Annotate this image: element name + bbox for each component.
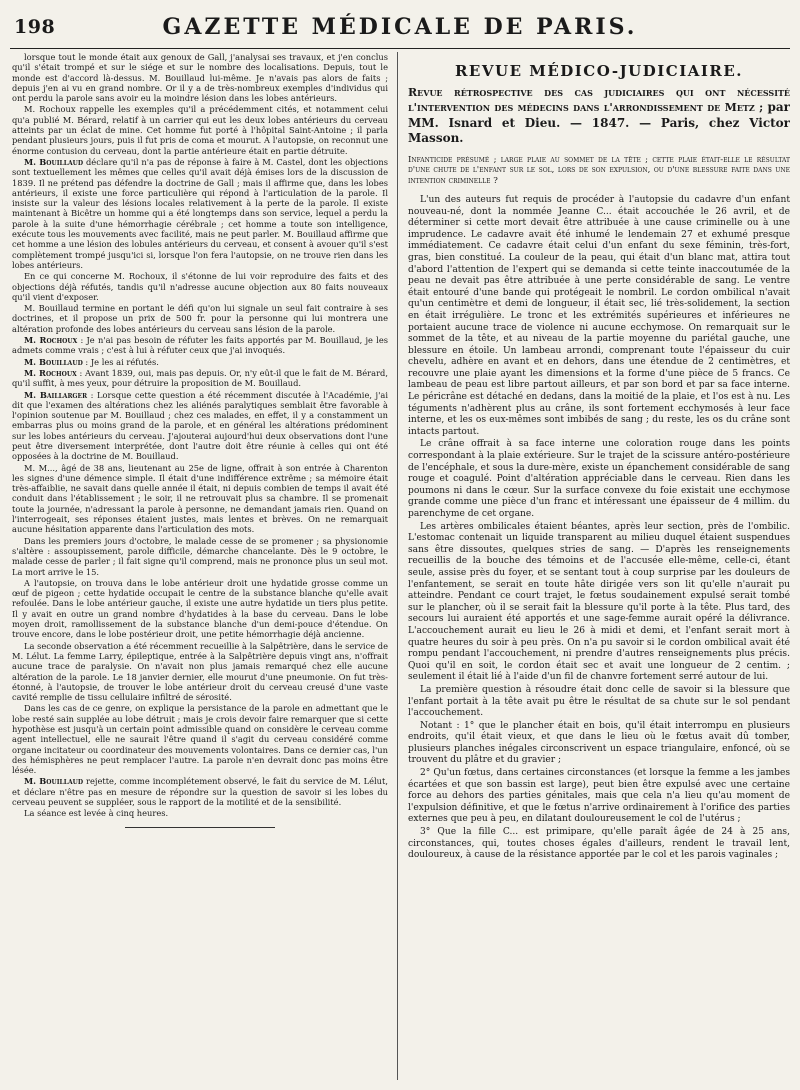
paragraph: Dans les premiers jours d'octobre, le malade cesse de se promener ; sa physionomie s'altère : assoupissement, parole difficile, démarche chancelante. Dès le 9 octobre, le malade cesse de parler ; il fait signe qu'il comprend, mais ne prononce plus un seul mot. La mort arrive le 15. bbox=[12, 535, 388, 577]
paragraph: 2° Qu'un fœtus, dans certaines circonstances (et lorsque la femme a les jambes écartées et que son bassin est large), peut bien être expulsé avec une certaine force au dehors des parties génitales, mais que cela n'a lieu qu'au moment de l'expulsion définitive, et que le fœtus n'arrive ordinairement à l'orifice des parties externes que peu à peu, en dilatant douloureusement le col de l'utérus ; bbox=[408, 768, 790, 825]
case-heading: Infanticide présumé ; large plaie au sommet de la tête ; cette plaie était-elle le résultat d'une chute de l'enfant sur le sol, lors de son expulsion, ou d'une blessure faite dans une intention criminelle ? bbox=[408, 154, 790, 187]
paragraph-text: déclare qu'il n'a pas de réponse à faire à M. Castel, dont les objections sont textuellement les mêmes que celles qu'il avait déjà émises lors de la discussion de 1839. Il ne prétend pas défendre la doctrine de Gall ; mais il affirme que, dans les lobes antérieurs, il existe une force particulière qui répond à l'articulation de la parole. Il insiste sur la valeur des lésions locales relativement à la perte de la parole. Il existe maintenant à Bicêtre un homme qui a été longtemps dans son service, lequel a perdu la parole à la suite d'une hémorrhagie cérébrale ; cet homme a toute son intelligence, exécute tous les mouvements avec facilité, mais ne peut parler. M. Bouillaud affirme que cet homme a une lésion des lobules antérieurs du cerveau, et consent à avouer qu'il s'est complètement trompé jusqu'ici si, lorsque l'on fera l'autopsie, on ne trouve rien dans les lobes antérieurs. bbox=[12, 156, 388, 270]
section-title: REVUE MÉDICO-JUDICIAIRE. bbox=[454, 62, 744, 80]
paragraph: Notant : 1° que le plancher était en bois, qu'il était interrompu en plusieurs endroits, qu'il était vieux, et que dans le lieu où le fœtus avait dû tomber, plusieurs planches inégales circonscrivent un espace triangulaire, enfoncé, où se trouvent du plâtre et du gravier ; bbox=[408, 720, 790, 766]
session-end: La séance est levée à cinq heures. bbox=[24, 808, 169, 819]
paragraph-text: : Je n'ai pas besoin de réfuter les faits apportés par M. Bouillaud, je les admets comme vrais ; c'est à lui à réfuter ceux que j'ai invoqués. bbox=[12, 335, 388, 356]
paragraph: M. Bouillaud termine en portant le défi qu'on lui signale un seul fait contraire à ses doctrines, et il propose un prix de 500 fr. pour la personne qui lui montrera une altération profonde des lobes antérieurs du cerveau sans lésion de la parole. bbox=[12, 303, 388, 334]
paragraph-text: : Lorsque cette question a été récemment discutée à l'Académie, j'ai dit que l'examen des altérations chez les aliénés paralytiques semblait être favorable à l'opinion soutenue par M. Bouillaud ; chez ces malades, en effet, il y a constamment un embarras plus ou moins grand de la parole, et en général les altérations prédominent sur les lobes antérieurs du cerveau. J'ajouterai aujourd'hui deux observations dont l'une peut être diversement interprétée, dont l'autre doit être réunie à celles qui ont été opposées à la doctrine de M. Bouillaud. bbox=[12, 389, 388, 462]
paragraph: lorsque tout le monde était aux genoux de Gall, j'analysai ses travaux, et j'en conclus qu'il s'était trompé et sur le siége et sur le nombre des localisations. Depuis, tout le monde est d'accord là-dessus. M. Bouillaud lui-même. Je n'avais pas alors de faits ; depuis j'en ai vu en grand nombre. Or il y a de très-nombreux exemples d'individus qui ont perdu la parole sans avoir eu la moindre lésion dans les lobes antérieurs. bbox=[12, 52, 388, 104]
journal-title: GAZETTE MÉDICALE DE PARIS. bbox=[162, 14, 638, 40]
paragraph: 3° Que la fille C... est primipare, qu'elle paraît âgée de 24 à 25 ans, circonstances, qui, toutes choses égales d'ailleurs, rendent le travail lent, douloureux, à cause de la résistance apportée par le col et les parois vaginales ; bbox=[408, 827, 790, 861]
paragraph: La première question à résoudre était donc celle de savoir si la blessure que l'enfant portait à la tête avait pu être le résultat de sa chute sur le sol pendant l'accouchement. bbox=[408, 684, 790, 719]
speaker-name: M. Rochoux bbox=[24, 335, 78, 346]
subtitle-text: Revue rétrospective des cas judiciaires qui ont nécessité l'intervention des médecins dans l'arrondissement de Metz ; bbox=[408, 85, 790, 115]
paragraph-text: : Je les ai réfutés. bbox=[82, 356, 159, 367]
section-subtitle bbox=[408, 86, 790, 147]
paragraph: M. M..., âgé de 38 ans, lieutenant au 25e de ligne, offrait à son entrée à Charenton les signes d'une démence simple. Il était d'une indifférence extrême ; sa mémoire était très-affaiblie, ne savait dans quelle année il était, ni depuis combien de temps il avait été conduit dans l'établissement ; le soir, il ne retrouvait plus sa chambre. Il se promenait toute la journée, n'adressant la parole à personne, ne demandant jamais rien. Quand on l'interrogeait, ses réponses étaient justes, mais lentes et brèves. On ne remarquait aucune hésitation apparente dans l'articulation des mots. bbox=[12, 462, 388, 535]
authors: par MM. Isnard et Dieu. — 1847. — Paris, chez Victor Masson. bbox=[408, 100, 790, 146]
right-column bbox=[408, 52, 790, 1080]
paragraph bbox=[12, 390, 388, 462]
paragraph-text: : Avant 1839, oui, mais pas depuis. Or, n'y eût-il que le fait de M. Bérard, qu'il suffit, à mes yeux, pour détruire la proposition de M. Bouillaud. bbox=[12, 367, 388, 389]
speaker-name: M. Bouillaud bbox=[24, 776, 84, 787]
paragraph-text: rejette, comme incomplétement observé, le fait du service de M. Lélut, et déclare n'être pas en mesure de répondre sur la question de savoir si les lobes du cerveau peuvent se suppléer, sous le rapport de la motilité et de la sensibilité. bbox=[12, 776, 388, 808]
paragraph bbox=[12, 335, 388, 356]
speaker-name: M. Rochoux bbox=[24, 367, 77, 378]
paragraph: M. Rochoux rappelle les exemples qu'il a précédemment cités, et notamment celui qu'a publié M. Bérard, relatif à un carrier qui eut les deux lobes antérieurs du cerveau atteints par un éclat de mine. Cet homme fut porté à l'hôpital Saint-Antoine ; il parla pendant plusieurs jours, puis il fut pris de coma et mourut. A l'autopsie, on reconnut une énorme contusion du cerveau, dont la partie antérieure était en partie détruite. bbox=[12, 104, 388, 156]
page-header bbox=[10, 14, 790, 49]
paragraph: Les artères ombilicales étaient béantes, après leur section, près de l'ombilic. L'estomac contenait un liquide transparent au milieu duquel étaient suspendues sans être dissoutes, quelques stries de sang. — D'après les renseignements recueillis de la bouche des témoins et de l'accusée elle-même, celle-ci, étant seule, assise près du foyer, et se sentant tout à coup surprise par les douleurs de l'enfantement, se serait en toute hâte dirigée vers son lit qu'elle n'aurait pu atteindre. Pendant ce court trajet, le fœtus soudainement expulsé serait tombé sur le plancher, où il se serait fait la blessure qu'il porte à la tête. Plus tard, des secours lui auraient été apportés et une sage-femme aurait opéré la délivrance. L'accouchement aurait eu lieu le 26 à midi et demi, et l'enfant serait mort à quatre heures du soir à peu près. On n'a pu savoir si le cordon ombilical avait été rompu pendant l'accouchement, ni prendre d'autres renseignements plus précis. Quoi qu'il en soit, le cordon était sec et avait une longueur de 2 centim. ; seulement il était lié à l'aide d'un fil de chanvre fortement serré autour de lui. bbox=[408, 521, 790, 683]
paragraph: En ce qui concerne M. Rochoux, il s'étonne de lui voir reproduire des faits et des objections déjà réfutés, tandis qu'il n'adresse aucune objection aux 80 faits nouveaux qu'il vient d'exposer. bbox=[12, 271, 388, 302]
speaker-name: M. Bouillaud bbox=[24, 356, 83, 367]
paragraph: La seconde observation a été récemment recueillie à la Salpêtrière, dans le service de M. Lélut. La femme Larry, épileptique, entrée à la Salpêtrière depuis vingt ans, n'offrait aucune trace de paralysie. On n'avait non plus jamais remarqué chez elle aucune altération de la parole. Le 18 janvier dernier, elle mourut d'une pneumonie. On fut très-étonné, à l'autopsie, de trouver le lobe antérieur droit du cerveau creusé d'une vaste cavité remplie de tissu cellulaire infiltré de sérosité. bbox=[12, 640, 388, 703]
end-rule bbox=[125, 827, 275, 828]
left-column bbox=[12, 52, 388, 1080]
column-divider bbox=[397, 52, 398, 1080]
paragraph: Le crâne offrait à sa face interne une coloration rouge dans les points correspondant à la plaie extérieure. Sur le trajet de la scissure antéro-postérieure de l'encéphale, et sous la dure-mère, existe un épanchement considérable de sang rouge et coagulé. Point d'altération appréciable dans le cerveau. Rien dans les poumons ni dans le cœur. Sur la surface convexe du foie existait une ecchymose grande comme une pièce d'un franc et intéressant une épaisseur de 4 millim. du parenchyme de cet organe. bbox=[408, 439, 790, 520]
paragraph: A l'autopsie, on trouva dans le lobe antérieur droit une hydatide grosse comme un œuf de pigeon ; cette hydatide occupait le centre de la substance blanche qu'elle avait refoulée. Dans le lobe antérieur gauche, il existe une autre hydatide un tiers plus petite. Il y avait en outre un grand nombre d'hydatides à la base du cerveau. Dans le lobe moyen droit, ramollissement de la substance blanche d'un demi-pouce d'étendue. On trouve encore, dans le lobe postérieur droit, une petite hémorrhagie déjà ancienne. bbox=[12, 577, 388, 640]
page-number: 198 bbox=[14, 16, 56, 38]
speaker-name: M. Baillarger bbox=[24, 389, 88, 400]
paragraph bbox=[12, 368, 388, 389]
paragraph: L'un des auteurs fut requis de procéder à l'autopsie du cadavre d'un enfant nouveau-né, dont la nommée Jeanne C... était accouchée le 26 avril, et de déterminer si cette mort devait être attribuée à une cause criminelle ou à une imprudence. Le cadavre avait été inhumé le lendemain 27 et exhumé presque immédiatement. Ce cadavre était celui d'un enfant du sexe féminin, très-fort, gras, bien constitué. La couleur de la peau, qui était d'un blanc mat, attira tout d'abord l'attention de l'expert qui se demanda si cette teinte inaccoutumée de la peau ne devait pas être attribuée à une perte considérable de sang. Le ventre était entouré d'une bande qui protégeait le nombril. Le cordon ombilical n'avait qu'un centimètre et demi de longueur, il était sec, lié très-solidement, la section en était irrégulière. Le tronc et les extrémités supérieures et inférieures ne portaient aucune trace de violence ni aucune ecchymose. On remarquait sur le sommet de la tête, et au niveau de la partie moyenne du pariétal gauche, une blessure en étoile. Un lambeau arrondi, comprenant toute l'épaisseur du cuir chevelu, adhère en avant et en dehors, dans une étendue de 2 centimètres, et recouvre une plaie ayant les dimensions et la forme d'une pièce de 5 francs. Ce lambeau de peau est libre partout ailleurs, et par son bord et par sa face interne. Le péricrâne est détaché en dedans, dans la moitié de la plaie, et l'os est à nu. Les téguments n'adhèrent plus au crâne, ils sont fortement ecchymosés à leur face interne, et les os eux-mêmes sont imbibés de sang ; du reste, les os du crâne sont intacts partout. bbox=[408, 194, 790, 437]
speaker-name: M. Bouillaud bbox=[24, 156, 84, 167]
paragraph: Dans les cas de ce genre, on explique la persistance de la parole en admettant que le lobe resté sain supplée au lobe détruit ; mais je crois devoir faire remarquer que si cette hypothèse est jusqu'à un certain point admissible quand on considère le cerveau comme agent intellectuel, elle ne saurait l'être quand il s'agit du cerveau considéré comme organe incitateur ou coordinateur des mouvements volontaires. Dans ce dernier cas, l'un des hémisphères ne peut remplacer l'autre. La parole n'en devrait donc pas moins être lésée. bbox=[12, 703, 388, 776]
paragraph bbox=[12, 357, 388, 367]
paragraph bbox=[12, 776, 388, 807]
paragraph bbox=[12, 157, 388, 270]
